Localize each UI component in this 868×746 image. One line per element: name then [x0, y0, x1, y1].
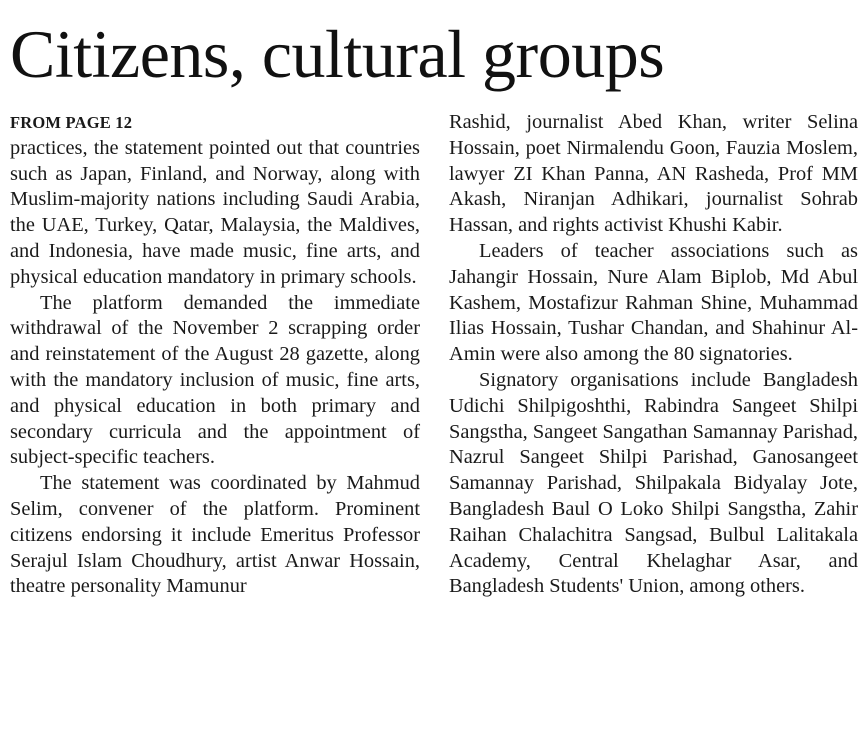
paragraph: Signatory organisations include Bangladesh Udichi Shilpigoshthi, Rabindra Sangeet Shilpi Sangstha, Sangeet Sangathan Samannay Parishad, Nazrul Sangeet Shilpi Parishad, Ganosangeet Samannay Parishad, Shilpakala Bidyalay Jote, Bangladesh Baul O Loko Shilpi Sangstha, Zahir Raihan Chalachitra Sangsad, Bulbul Lalitakala Academy, Central Khelaghar Asar, and Bangladesh Students' Union, among others.: [449, 368, 858, 598]
jump-label: FROM PAGE 12: [10, 113, 133, 132]
article-headline: Citizens, cultural groups: [10, 16, 665, 92]
paragraph: Leaders of teacher associations such as Jahangir Hossain, Nure Alam Biplob, Md Abul Kashem, Mostafizur Rahman Shine, Muhammad Ilias Hossain, Tushar Chandan, and Shahinur Al-Amin were also among the 80 signatories.: [449, 239, 858, 366]
paragraph: practices, the statement pointed out that countries such as Japan, Finland, and Norway, along with Muslim-majority nations including Saudi Arabia, the UAE, Turkey, Qatar, Malaysia, the Maldives, and Indonesia, have made music, fine arts, and physical education mandatory in primary schools.: [10, 136, 420, 288]
paragraph: Rashid, journalist Abed Khan, writer Selina Hossain, poet Nirmalendu Goon, Fauzia Moslem, lawyer ZI Khan Panna, AN Rasheda, Prof MM Akash, Niranjan Adhikari, journalist Sohrab Hassan, and rights activist Khushi Kabir.: [449, 111, 858, 237]
right-column: [449, 110, 858, 600]
left-column: [10, 110, 420, 600]
paragraph: The platform demanded the immediate withdrawal of the November 2 scrapping order and reinstatement of the August 28 gazette, along with the mandatory inclusion of music, fine arts, and physical education in both primary and secondary curricula and the appointment of subject-specific teachers.: [10, 291, 420, 469]
paragraph: The statement was coordinated by Mahmud Selim, convener of the platform. Prominent citizens endorsing it include Emeritus Professor Serajul Islam Choudhury, artist Anwar Hossain, theatre personality Mamunur: [10, 472, 420, 598]
